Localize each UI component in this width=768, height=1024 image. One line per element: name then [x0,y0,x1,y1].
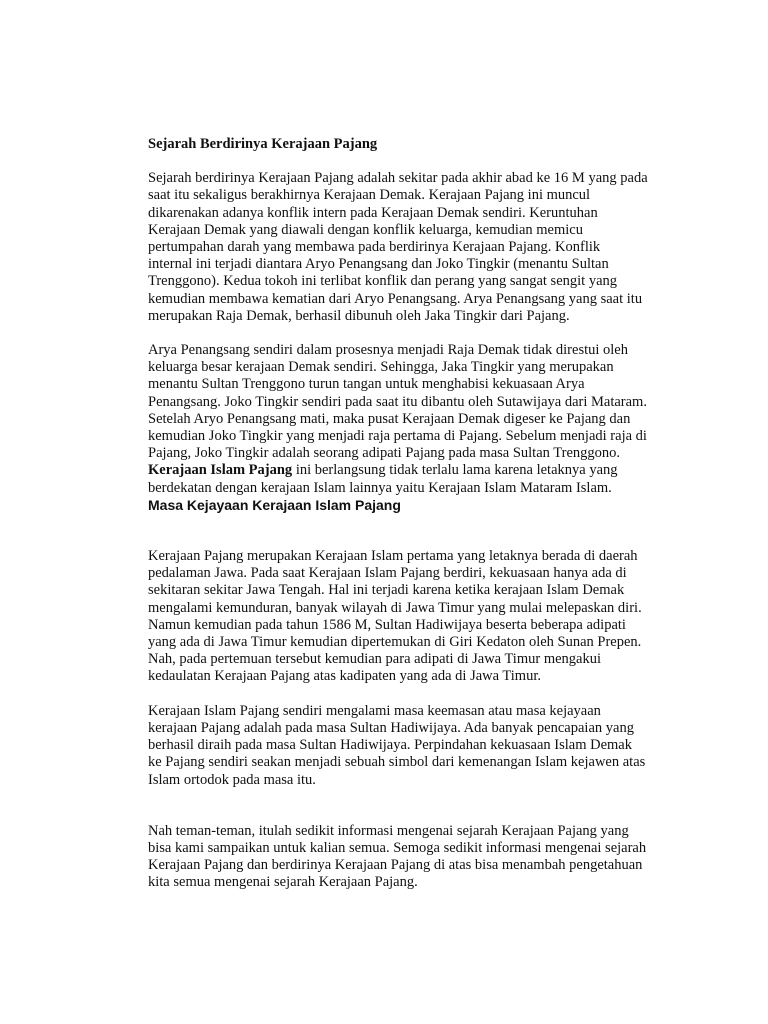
paragraph-arya-penangsang [148,342,648,497]
paragraph-closing: Nah teman-teman, itulah sedikit informasi mengenai sejarah Kerajaan Pajang yang bisa kami sampaikan untuk kalian semua. Semoga sedikit informasi mengenai sejarah Kerajaan Pajang dan berdirinya Kerajaan Pajang di atas bisa menambah pengetahuan kita semua mengenai sejarah Kerajaan Pajang. [148,822,647,891]
document-title: Sejarah Berdirinya Kerajaan Pajang [148,136,378,152]
paragraph-2-text-end: ini berlangsung tidak terlalu lama karena letaknya yang berdekatan dengan kerajaan Islam lainnya yaitu Kerajaan Islam Mataram Islam. [148,462,618,496]
document-page [148,136,648,909]
paragraph-2-bold-term: Kerajaan Islam Pajang [148,462,293,479]
paragraph-golden-age: Kerajaan Islam Pajang sendiri mengalami masa keemasan atau masa kejayaan kerajaan Pajang adalah pada masa Sultan Hadiwijaya. Ada banyak pencapaian yang berhasil diraih pada masa Sultan Hadiwijaya. Perpindahan kekuasaan Islam Demak ke Pajang sendiri seakan menjadi sebuah simbol dari kemenangan Islam kejawen atas Islam ortodok pada masa itu. [148,702,646,788]
paragraph-history-origin: Sejarah berdirinya Kerajaan Pajang adalah sekitar pada akhir abad ke 16 M yang pada saat itu sekaligus berakhirnya Kerajaan Demak. Kerajaan Pajang ini muncul dikarenakan adanya konflik intern pada Kerajaan Demak sendiri. Keruntuhan Kerajaan Demak yang diawali dengan konflik keluarga, kemudian memicu pertumpahan darah yang membawa pada berdirinya Kerajaan Pajang. Konflik internal ini terjadi diantara Aryo Penangsang dan Joko Tingkir (menantu Sultan Trenggono). Kedua tokoh ini terlibat konflik dan perang yang sangat sengit yang kemudian membawa kematian dari Aryo Penangsang. Arya Penangsang yang saat itu merupakan Raja Demak, berhasil dibunuh oleh Jaka Tingkir dari Pajang. [148,170,648,324]
paragraph-first-islamic-kingdom: Kerajaan Pajang merupakan Kerajaan Islam pertama yang letaknya berada di daerah pedalaman Jawa. Pada saat Kerajaan Islam Pajang berdiri, kekuasaan hanya ada di sekitaran sekitar Jawa Tengah. Hal ini terjadi karena ketika kerajaan Islam Demak mengalami kemunduran, banyak wilayah di Jawa Timur yang mulai melepaskan diri. Namun kemudian pada tahun 1586 M, Sultan Hadiwijaya beserta beberapa adipati yang ada di Jawa Timur kemudian dipertemukan di Giri Kedaton oleh Sunan Prepen. Nah, pada pertemuan tersebut kemudian para adipati di Jawa Timur mengakui kedaulatan Kerajaan Pajang atas kadipaten yang ada di Jawa Timur. [148,548,642,685]
section-heading-golden-age: Masa Kejayaan Kerajaan Islam Pajang [148,496,401,513]
paragraph-2-text-start: Arya Penangsang sendiri dalam prosesnya menjadi Raja Demak tidak direstui oleh keluarga besar kerajaan Demak sendiri. Sehingga, Jaka Tingkir yang merupakan menantu Sultan Trenggono turun tangan untuk menghabisi kekuasaan Arya Penangsang. Joko Tingkir sendiri pada saat itu dibantu oleh Sutawijaya dari Mataram. Setelah Aryo Penangsang mati, maka pusat Kerajaan Demak digeser ke Pajang dan kemudian Joko Tingkir yang menjadi raja pertama di Pajang. Sebelum menjadi raja di Pajang, Joko Tingkir adalah seorang adipati Pajang pada masa Sultan Trenggono. [148,342,647,462]
